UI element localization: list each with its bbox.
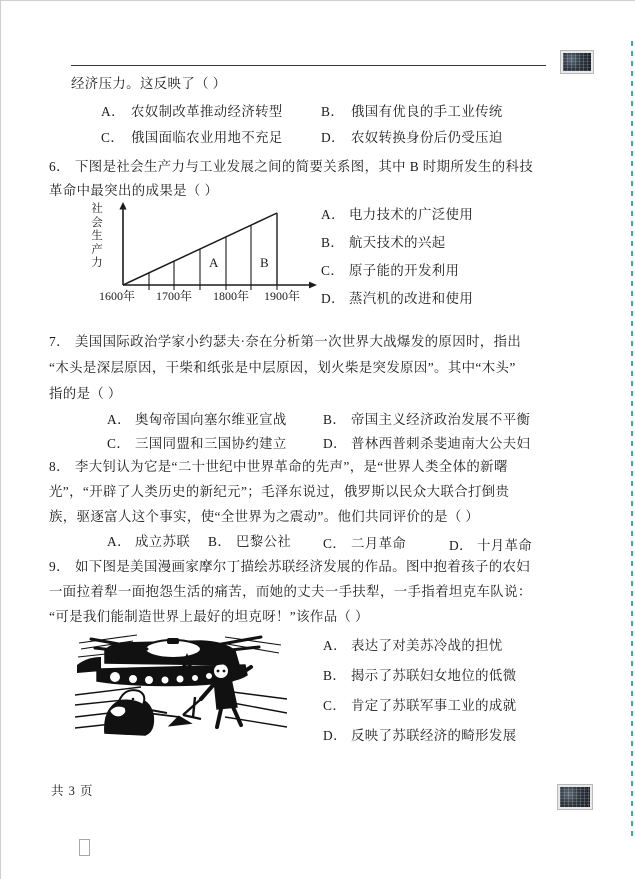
- chart-region-label-b: B: [260, 255, 269, 270]
- q6-option-d-text: 蒸汽机的改进和使用: [349, 291, 474, 306]
- q8-body-line-2: 光”，“开辟了人类历史的新纪元”；毛泽东说过，俄罗斯以民众大联合打倒贵: [49, 484, 510, 499]
- q5-option-d-text: 农奴转换身份后仍受压迫: [351, 130, 503, 145]
- q5-option-b-text: 俄国有优良的手工业传统: [351, 104, 503, 119]
- q9-option-a-text: 表达了对美苏冷战的担忧: [351, 638, 503, 653]
- y-label-char-2: 会: [91, 216, 103, 229]
- q6-option-b-key: B．: [321, 235, 345, 250]
- q6-productivity-chart: [89, 201, 325, 313]
- missing-glyph-box: [79, 839, 90, 856]
- q6-body-line-1: 下图是社会生产力与工业发展之间的简要关系图，其中 B 时期所发生的科技: [75, 159, 534, 174]
- q8-option-a-key: A．: [107, 534, 131, 549]
- q9-option-c-text: 肯定了苏联军事工业的成就: [351, 698, 517, 713]
- woman-child-bundle: [109, 706, 126, 718]
- scan-artifact-top-right: [561, 51, 593, 73]
- q6-option-b-text: 航天技术的兴起: [349, 235, 446, 250]
- chart-x-axis-arrow: [309, 282, 317, 289]
- q9-number: 9．: [49, 559, 70, 574]
- chart-region-label-a: A: [209, 255, 219, 270]
- q6-option-d-key: D．: [321, 291, 345, 306]
- q7-option-a-key: A．: [107, 412, 131, 427]
- q6-option-a-key: A．: [321, 207, 345, 222]
- q7-option-a-text: 奥匈帝国向塞尔维亚宣战: [135, 412, 287, 427]
- q6-option-c-key: C．: [321, 263, 345, 278]
- q9-option-b-key: B．: [323, 668, 347, 683]
- tank-hatch: [167, 638, 179, 644]
- q5-option-c-text: 俄国面临农业用地不充足: [131, 130, 283, 145]
- q8-option-c-text: 二月革命: [351, 536, 407, 551]
- header-rule: [71, 65, 546, 66]
- y-label-char-4: 产: [91, 243, 103, 256]
- q5-option-a-key: A．: [101, 104, 125, 119]
- q8-number: 8．: [49, 459, 70, 474]
- q7-option-b-text: 帝国主义经济政治发展不平衡: [351, 412, 531, 427]
- q9-option-d-key: D．: [323, 728, 347, 743]
- q7-number: 7．: [49, 334, 70, 349]
- y-label-char-5: 力: [91, 257, 103, 269]
- q8-option-b-key: B．: [208, 534, 232, 549]
- chart-svg: [105, 201, 325, 293]
- chart-xtick-label-1600: 1600年: [99, 289, 136, 303]
- q7-option-c-key: C．: [107, 436, 131, 451]
- chart-xtick-label-1700: 1700年: [156, 289, 193, 303]
- chart-y-axis-label: [89, 203, 105, 271]
- chart-xtick-label-1900: 1900年: [264, 289, 301, 303]
- q9-body-line-3: “可是我们能制造世界上最好的坦克呀！”该作品（ ）: [49, 609, 369, 624]
- q7-option-c-text: 三国同盟和三国协约建立: [135, 436, 287, 451]
- q9-option-a-key: A．: [323, 638, 347, 653]
- y-label-char-1: 社: [91, 203, 103, 215]
- q7-body-line-3: 指的是（ ）: [49, 386, 122, 401]
- q8-option-b-text: 巴黎公社: [236, 534, 292, 549]
- page-footer: 共 3 页: [51, 784, 94, 798]
- q5-option-b-key: B．: [321, 104, 345, 119]
- q7-option-d-key: D．: [323, 436, 347, 451]
- q9-cartoon-illustration: [75, 629, 287, 737]
- q5-body-line-1: 经济压力。这反映了（ ）: [71, 76, 227, 91]
- q9-body-line-2: 一面拉着犁一面抱怨生活的痛苦，而她的丈夫一手扶犁，一手指着坦克车队说：: [49, 584, 532, 599]
- q7-body-line-2: “木头是深层原因，干柴和纸张是中层原因，划火柴是突发原因”。其中“木头”: [49, 360, 516, 375]
- q8-body-line-1: 李大钊认为它是“二十世纪中世界革命的先声”，是“世界人类全体的新曙: [75, 459, 508, 474]
- q8-option-a-text: 成立苏联: [135, 534, 191, 549]
- scan-artifact-bottom-right: [558, 785, 592, 809]
- q5-option-c-key: C．: [101, 130, 125, 145]
- q6-option-c-text: 原子能的开发利用: [349, 263, 460, 278]
- q6-option-a-text: 电力技术的广泛使用: [349, 207, 474, 222]
- q7-option-d-text: 普林西普刺杀斐迪南大公夫妇: [351, 436, 531, 451]
- chart-y-axis-arrow: [119, 202, 126, 210]
- q9-option-d-text: 反映了苏联经济的畸形发展: [351, 728, 517, 743]
- q9-body-line-1: 如下图是美国漫画家摩尔丁描绘苏联经济发展的作品。图中抱着孩子的农妇: [75, 559, 531, 574]
- q8-option-c-key: C．: [323, 536, 347, 551]
- q8-option-d-key: D．: [449, 538, 473, 553]
- q7-option-b-key: B．: [323, 412, 347, 427]
- q5-option-d-key: D．: [321, 130, 345, 145]
- y-label-char-3: 生: [91, 230, 103, 242]
- scan-edge-marker: [631, 41, 633, 841]
- q9-option-c-key: C．: [323, 698, 347, 713]
- chart-xtick-label-1800: 1800年: [213, 289, 250, 303]
- q7-body-line-1: 美国国际政治学家小约瑟夫·奈在分析第一次世界大战爆发的原因时，指出: [75, 334, 522, 349]
- q6-number: 6．: [49, 159, 70, 174]
- q8-option-d-text: 十月革命: [477, 538, 533, 553]
- cartoon-svg: [75, 629, 287, 737]
- q9-option-b-text: 揭示了苏联妇女地位的低微: [351, 668, 517, 683]
- q5-option-a-text: 农奴制改革推动经济转型: [131, 104, 283, 119]
- q6-body-line-2: 革命中最突出的成果是（ ）: [49, 183, 219, 198]
- q8-body-line-3: 族，驱逐富人这个事实，使“全世界为之震动”。他们共同评价的是（ ）: [49, 509, 480, 524]
